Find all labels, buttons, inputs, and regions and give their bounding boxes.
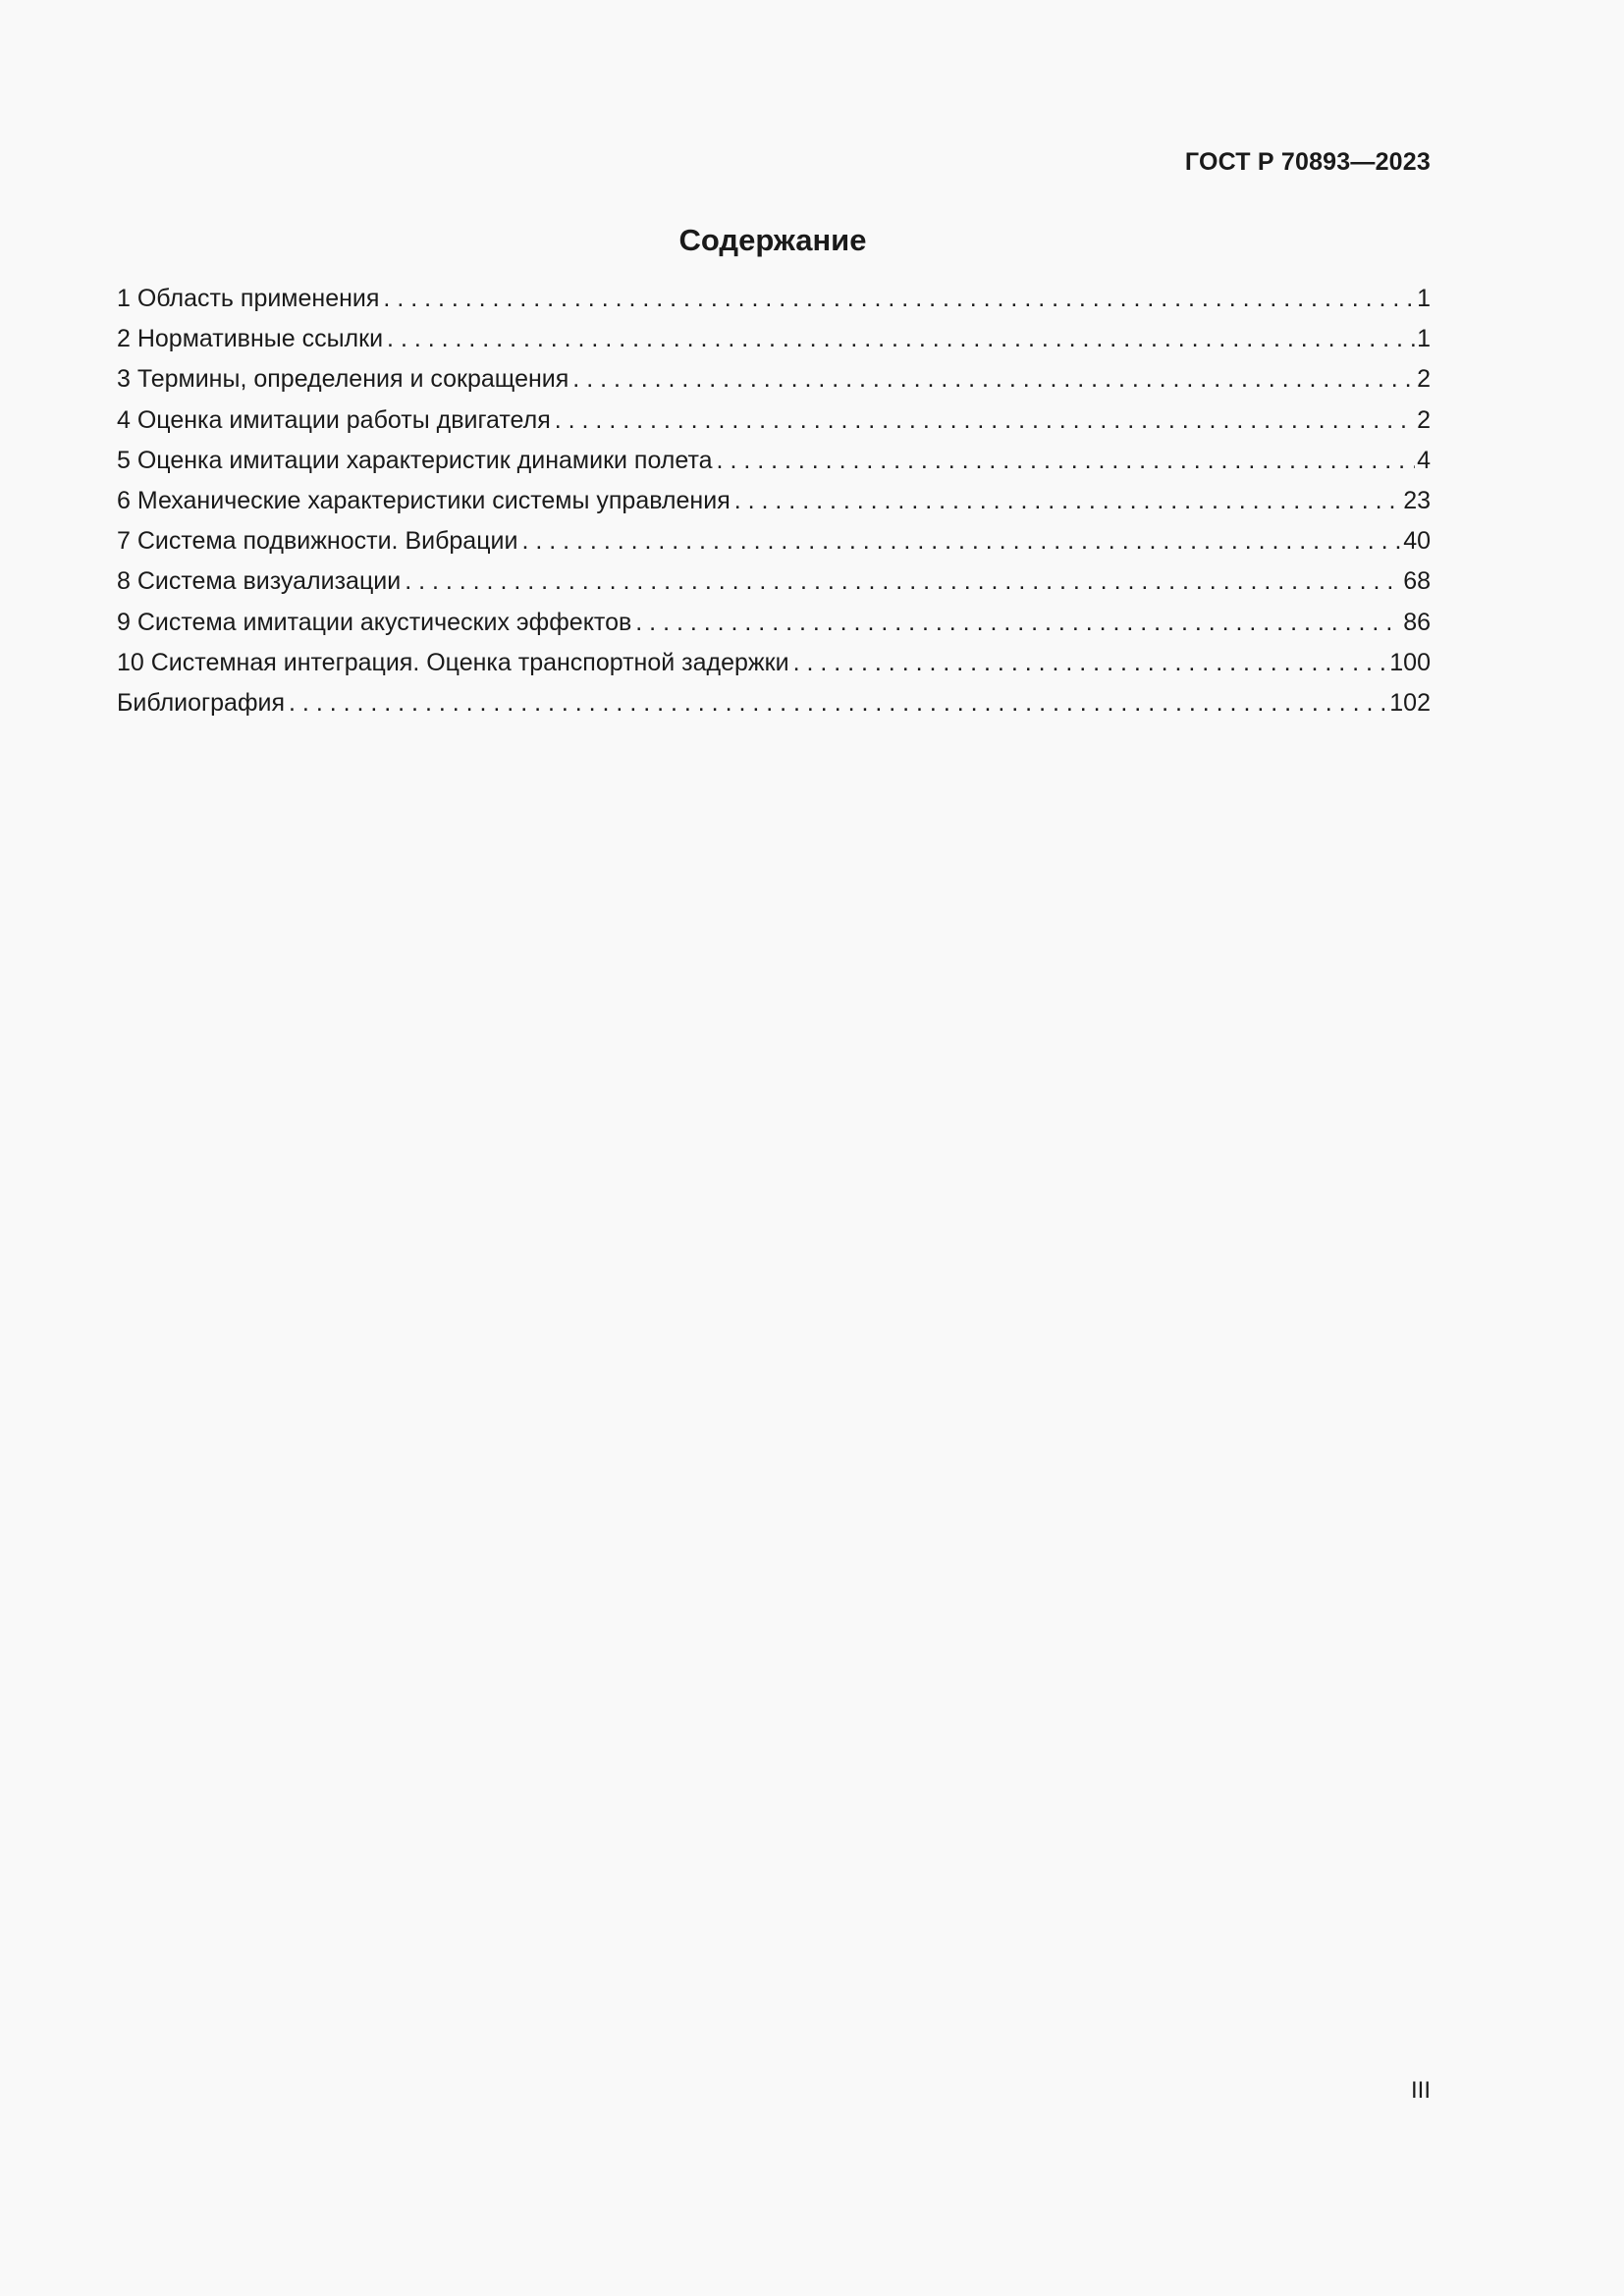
toc-leader-dots (717, 447, 1416, 475)
toc-entry-text: 3 Термины, определения и сокращения (117, 365, 569, 394)
toc-entry-text: 5 Оценка имитации характеристик динамики полета (117, 446, 713, 474)
toc-entry[interactable] (117, 285, 1431, 325)
toc-entry-text: Библиография (117, 688, 286, 717)
toc-entry-page: 86 (1403, 608, 1431, 636)
toc-entry-page: 2 (1417, 405, 1431, 434)
toc-entry-text: 8 Система визуализации (117, 567, 402, 596)
toc-entry-page: 102 (1389, 688, 1431, 717)
toc-leader-dots (289, 689, 1387, 718)
toc-entry-text: 6 Механические характеристики системы управления (117, 486, 731, 514)
toc-entry-page: 40 (1403, 527, 1431, 556)
toc-entry-page: 100 (1389, 648, 1431, 676)
toc-entry[interactable] (117, 365, 1431, 405)
toc-leader-dots (383, 285, 1415, 313)
toc-entry-text: 10 Системная интеграция. Оценка транспортной задержки (117, 648, 789, 676)
toc-leader-dots (572, 365, 1415, 394)
page-number: III (1410, 2077, 1431, 2104)
table-of-contents (117, 285, 1431, 729)
toc-entry-page: 68 (1403, 567, 1431, 596)
toc-entry[interactable] (117, 527, 1431, 567)
toc-leader-dots (793, 649, 1388, 677)
toc-entry-text: 4 Оценка имитации работы двигателя (117, 405, 551, 434)
toc-leader-dots (405, 567, 1401, 596)
toc-leader-dots (635, 609, 1401, 637)
toc-entry[interactable] (117, 487, 1431, 527)
toc-entry-page: 1 (1417, 285, 1431, 312)
toc-entry-page: 1 (1417, 325, 1431, 353)
toc-entry-text: 9 Система имитации акустических эффектов (117, 608, 632, 636)
toc-leader-dots (555, 406, 1415, 435)
document-code: ГОСТ Р 70893—2023 (1184, 148, 1431, 176)
toc-entry[interactable] (117, 567, 1431, 608)
toc-entry-page: 23 (1403, 486, 1431, 514)
toc-entry[interactable] (117, 406, 1431, 447)
toc-entry-page: 4 (1417, 446, 1431, 474)
toc-entry[interactable] (117, 689, 1431, 729)
toc-entry[interactable] (117, 325, 1431, 365)
toc-entry[interactable] (117, 447, 1431, 487)
toc-title: Содержание (678, 223, 867, 257)
toc-entry[interactable] (117, 649, 1431, 689)
toc-entry[interactable] (117, 609, 1431, 649)
toc-entry-text: 7 Система подвижности. Вибрации (117, 527, 518, 556)
toc-entry-page: 2 (1417, 365, 1431, 394)
toc-entry-text: 1 Область применения (117, 285, 380, 312)
toc-leader-dots (387, 325, 1415, 353)
toc-leader-dots (521, 527, 1401, 556)
toc-entry-text: 2 Нормативные ссылки (117, 325, 384, 353)
toc-leader-dots (734, 487, 1401, 515)
